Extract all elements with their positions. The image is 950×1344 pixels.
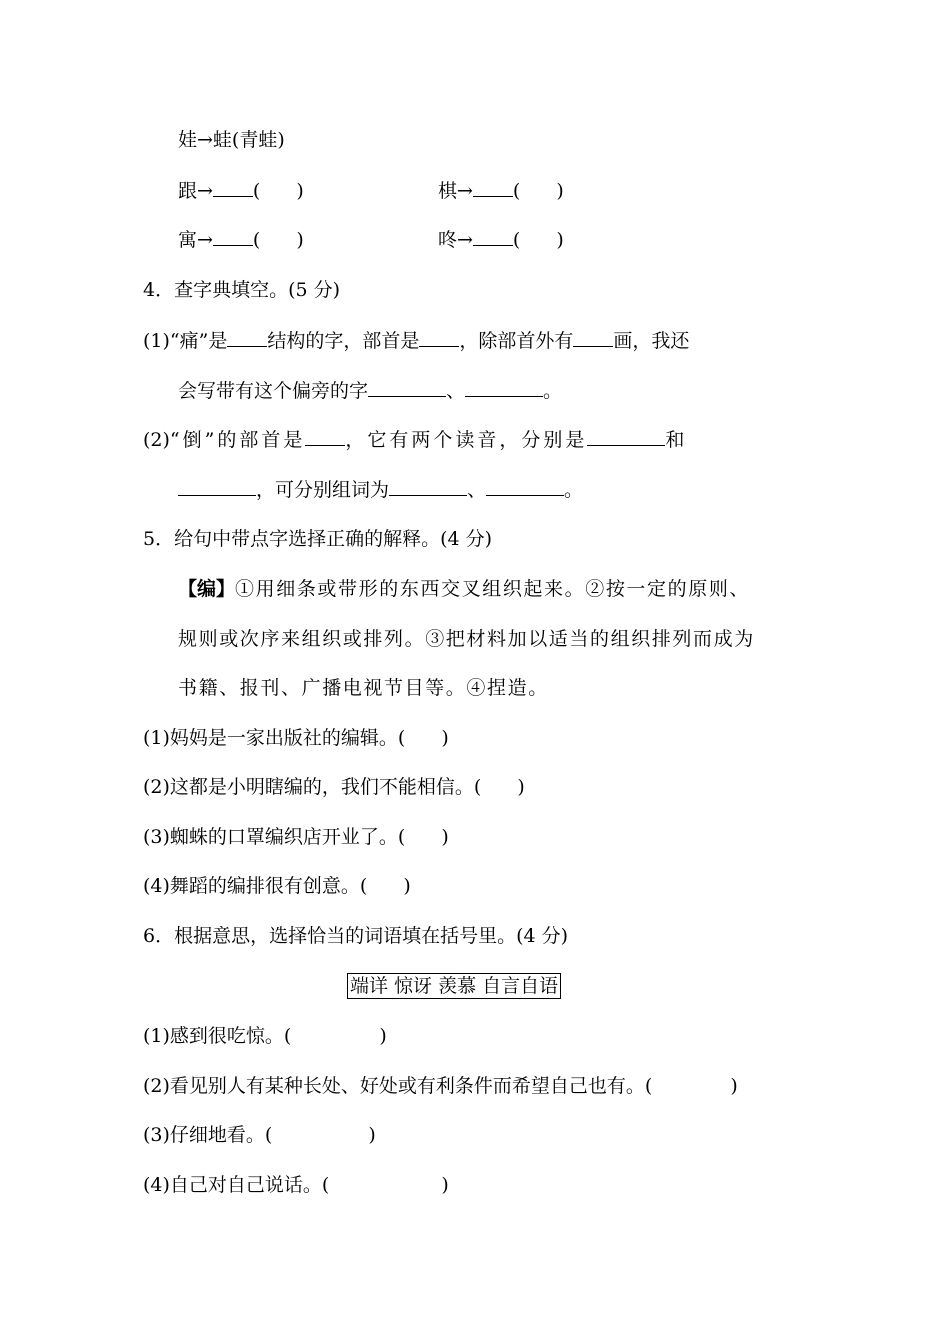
answer-blank[interactable] — [227, 326, 267, 347]
q6-item-3 — [143, 1121, 376, 1149]
answer-blank[interactable] — [213, 225, 253, 246]
q5-definition-line1 — [178, 575, 750, 603]
char-prompt: 寓→ — [178, 229, 213, 251]
q6-item-2 — [143, 1072, 738, 1100]
item-text: (1)妈妈是一家出版社的编辑。( — [143, 727, 406, 749]
paren-close: ) — [730, 1075, 738, 1097]
text: 结构的字，部首是 — [267, 330, 420, 352]
q6-item-1 — [143, 1022, 387, 1050]
paren-close: ) — [556, 180, 564, 202]
text: 会写带有这个偏旁的字 — [178, 380, 369, 402]
item-text: (4)舞蹈的编排很有创意。( — [143, 875, 368, 897]
answer-blank[interactable] — [587, 425, 665, 446]
entry-word: 【编】 — [178, 578, 236, 600]
q5-item-3 — [143, 823, 449, 851]
text: 、 — [446, 380, 466, 402]
answer-blank[interactable] — [389, 475, 467, 496]
text: “倒”的部首是 — [169, 429, 306, 451]
q4-part2-line2 — [178, 475, 583, 504]
paren-close: ) — [379, 1025, 387, 1047]
text: ，除部首外有 — [459, 330, 574, 352]
q4-part2-line1 — [143, 425, 687, 454]
answer-blank[interactable] — [573, 326, 613, 347]
answer-blank[interactable] — [213, 176, 253, 197]
q3-row1-left — [178, 176, 304, 205]
item-text: (3)仔细地看。( — [143, 1124, 273, 1146]
q3-row1-right — [438, 176, 564, 205]
paren-close: ) — [296, 229, 304, 251]
q6-word-box-line — [347, 972, 561, 1000]
q5-item-4 — [143, 872, 411, 900]
paren-close: ) — [368, 1124, 376, 1146]
paren-close: ) — [296, 180, 304, 202]
item-number: (1) — [143, 330, 170, 352]
item-number: (2) — [143, 429, 170, 451]
char-prompt: 咚→ — [438, 229, 473, 251]
item-text: (2)看见别人有某种长处、好处或有利条件而希望自己也有。( — [143, 1075, 653, 1097]
q5-heading: 5．给句中带点字选择正确的解释。(4 分) — [143, 528, 493, 550]
answer-blank[interactable] — [178, 475, 256, 496]
q3-example: 娃→蛙(青蛙) — [178, 129, 285, 151]
text: 画，我还 — [613, 330, 690, 352]
char-prompt: 棋→ — [438, 180, 473, 202]
q4-heading: 4．查字典填空。(5 分) — [143, 279, 341, 301]
answer-blank[interactable] — [305, 425, 345, 446]
answer-blank[interactable] — [473, 225, 513, 246]
q6-heading: 6．根据意思，选择恰当的词语填在括号里。(4 分) — [143, 925, 569, 947]
answer-blank[interactable] — [465, 376, 543, 397]
paren-open: ( — [252, 229, 261, 251]
answer-blank[interactable] — [419, 326, 459, 347]
text: ，可分别组词为 — [256, 479, 390, 501]
char-prompt: 跟→ — [178, 180, 213, 202]
paren-close: ) — [441, 826, 449, 848]
q4-part1-line1 — [143, 326, 689, 355]
paren-close: ) — [441, 1174, 449, 1196]
paren-close: ) — [403, 875, 411, 897]
paren-close: ) — [441, 727, 449, 749]
text: 。 — [564, 479, 584, 501]
word-box: 端详 惊讶 羡慕 自言自语 — [347, 973, 561, 999]
q4-part1-line2 — [178, 376, 562, 405]
q5-definition-line2: 规则或次序来组织或排列。③把材料加以适当的组织排列而成为 — [178, 628, 755, 650]
paren-close: ) — [556, 229, 564, 251]
item-text: (3)蜘蛛的口罩编织店开业了。( — [143, 826, 406, 848]
definition-text: ①用细条或带形的东西交叉组织起来。②按一定的原则、 — [235, 578, 751, 600]
answer-blank[interactable] — [473, 176, 513, 197]
text: 、 — [467, 479, 487, 501]
item-text: (1)感到很吃惊。( — [143, 1025, 292, 1047]
q3-row2-right — [438, 225, 564, 254]
q3-row2-left — [178, 225, 304, 254]
text: 和 — [665, 429, 688, 451]
paren-open: ( — [252, 180, 261, 202]
text: “痛”是 — [169, 330, 228, 352]
answer-blank[interactable] — [368, 376, 446, 397]
q6-item-4 — [143, 1171, 449, 1199]
paren-close: ) — [517, 776, 525, 798]
paren-open: ( — [512, 180, 521, 202]
item-text: (4)自己对自己说话。( — [143, 1174, 330, 1196]
item-text: (2)这都是小明瞎编的，我们不能相信。( — [143, 776, 482, 798]
q5-item-2 — [143, 773, 525, 801]
q5-definition-line3: 书籍、报刊、广播电视节目等。④捏造。 — [178, 677, 549, 699]
text: ，它有两个读音，分别是 — [345, 429, 588, 451]
answer-blank[interactable] — [486, 475, 564, 496]
text: 。 — [543, 380, 563, 402]
paren-open: ( — [512, 229, 521, 251]
q5-item-1 — [143, 724, 449, 752]
